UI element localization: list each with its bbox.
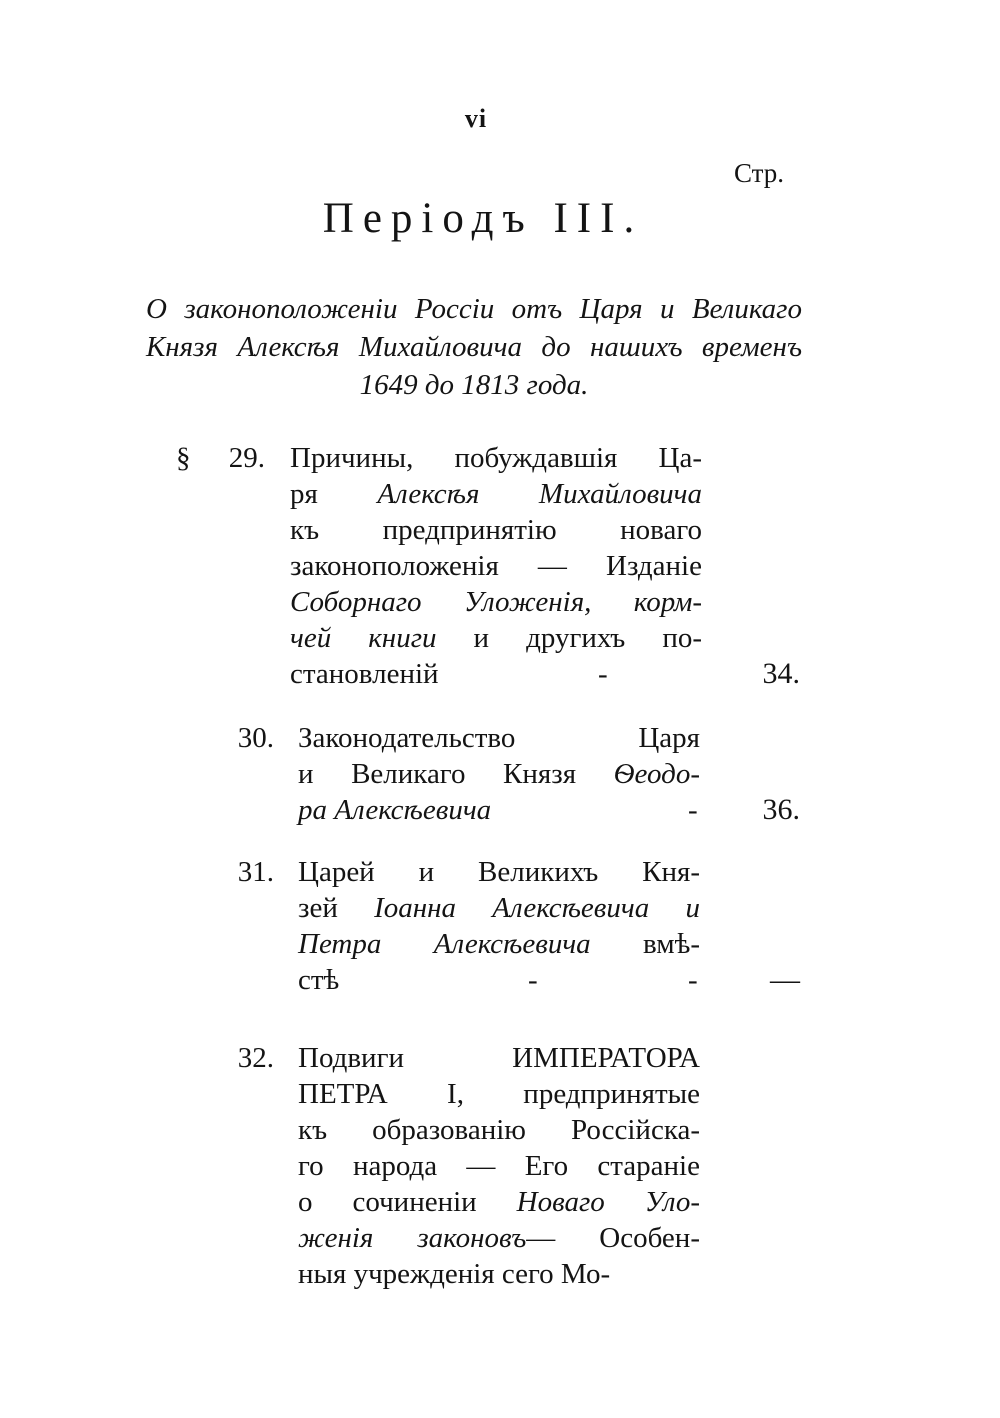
entry-line-text: Царей и Великихъ Кня- [298, 856, 700, 888]
entry-number: 30. [237, 722, 274, 754]
entry-line [298, 962, 700, 998]
entry-line-text: го народа — Его стараніе [298, 1150, 700, 1182]
leader-dash: - [598, 658, 608, 690]
entry-line [298, 1112, 700, 1148]
page-folio: vi [464, 104, 488, 133]
entry-line [290, 512, 702, 548]
period-subtitle: О законоположеніи Россіи отъ Царя и Великаго Князя Алексѣя Михайловича до нашихъ временъ 1649 до 1813 года. [146, 293, 802, 401]
entry-line [290, 656, 702, 692]
page-number: — [770, 963, 800, 996]
entry-line [298, 1148, 700, 1184]
entry-line-text: чей книги [290, 622, 474, 654]
leader-dash: - [688, 794, 698, 826]
entry-line [290, 620, 702, 656]
leader-dash: - [688, 964, 698, 996]
entry-line-text: Причины, побуждавшія Ца- [290, 442, 702, 474]
entry-number: 32. [237, 1042, 274, 1074]
entry-line-text: о сочиненіи [298, 1186, 517, 1218]
entry-text [298, 854, 700, 998]
entry-text [298, 1040, 700, 1292]
period-title: Періодъ III. [322, 195, 644, 242]
entry-line [298, 792, 700, 828]
entry-line [298, 1220, 700, 1256]
page-number: 34. [762, 657, 800, 690]
entry-line-text: ПЕТРА I, предпринятые [298, 1078, 700, 1110]
entry-line-text: женія законовъ [298, 1222, 527, 1254]
entry-line-text: Алексѣя Михайловича [377, 478, 702, 510]
page-number: 36. [762, 793, 800, 826]
entry-line [290, 440, 702, 476]
entry-line [290, 548, 702, 584]
entry-line-text: Подвиги ИМПЕРАТОРА [298, 1042, 700, 1074]
entry-line-text: къ образованію Россійска- [298, 1114, 700, 1146]
entry-text [290, 440, 702, 692]
entry-text [298, 720, 700, 828]
entry-line [298, 854, 700, 890]
entry-line [290, 476, 702, 512]
entry-line-text: становленій [290, 658, 439, 690]
entry-line-text: Новаго Уло- [516, 1186, 700, 1218]
leader-dash: - [528, 964, 538, 996]
entry-line-text: — Особен- [526, 1222, 700, 1254]
entry-line [298, 756, 700, 792]
entry-line-text: ря [290, 478, 378, 510]
entry-line-text: и Великаго Князя [298, 758, 614, 790]
entry-number: 29. [228, 442, 265, 474]
entry-line-text: Законодательство Царя [298, 722, 700, 754]
entry-line-text: Петра Алексѣевича [298, 928, 644, 960]
entry-line-text: вмѣ- [643, 928, 700, 960]
entry-number: 31. [237, 856, 274, 888]
entry-line [298, 890, 700, 926]
entry-line-text: Іоанна Алексѣевича и [374, 892, 700, 924]
page-column-header: Стр. [734, 158, 785, 188]
entry-line-text: Соборнаго Уложенія, корм- [290, 586, 702, 618]
entry-line-text: законоположенія — Изданіе [290, 550, 702, 582]
entry-line [298, 1256, 700, 1292]
entry-line [298, 926, 700, 962]
entry-line-text: ныя учрежденія сего Мо- [298, 1258, 611, 1290]
entry-line [298, 720, 700, 756]
entry-line-text: ра Алексѣевича [298, 794, 492, 826]
entry-line [298, 1076, 700, 1112]
entry-line [298, 1040, 700, 1076]
entry-line-text: и другихъ по- [473, 622, 702, 654]
entry-line-text: стѣ [298, 964, 340, 996]
entry-line [298, 1184, 700, 1220]
entry-line [290, 584, 702, 620]
entry-line-text: къ предпринятію новаго [290, 514, 702, 546]
section-mark: § [176, 442, 191, 474]
entry-line-text: зей [298, 892, 375, 924]
entry-line-text: Ѳеодо- [613, 758, 700, 790]
